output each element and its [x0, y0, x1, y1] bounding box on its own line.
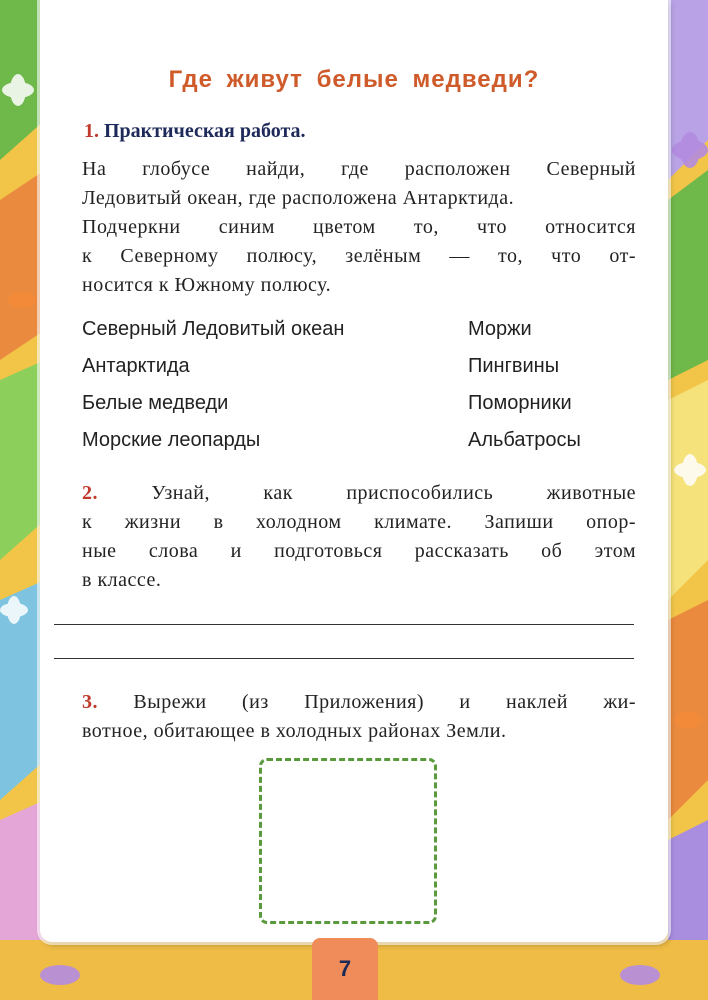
list-item[interactable]: Альбатросы — [468, 429, 581, 451]
section-3-number: 3. — [82, 691, 98, 713]
page-number-tab — [312, 938, 378, 1000]
section-1-paragraph-1-end — [82, 184, 636, 213]
section-1-paragraph-1 — [82, 155, 636, 184]
section-3-paragraph — [82, 688, 636, 717]
section-1-number: 1. — [84, 120, 99, 142]
page-title: Где живут белые медведи? — [168, 66, 540, 93]
list-item[interactable]: Пингвины — [468, 355, 560, 377]
sticker-placeholder-box[interactable] — [259, 758, 437, 924]
text-line: Подчеркни синим цветом то, что относится — [82, 216, 636, 238]
section-2-paragraph-end — [82, 566, 636, 595]
text-line: На глобусе найди, где расположен Северный — [82, 158, 636, 180]
page-number: 7 — [338, 956, 352, 981]
list-item[interactable]: Северный Ледовитый океан — [82, 318, 345, 340]
text-line: ные слова и подготовься рассказать об этом — [82, 540, 636, 562]
answer-line-2[interactable] — [54, 658, 634, 659]
text-line: носится к Южному полюсу. — [82, 274, 332, 296]
list-item[interactable]: Поморники — [468, 392, 572, 414]
list-north-south-left — [82, 311, 344, 459]
text-line: к жизни в холодном климате. Запиши опор- — [82, 511, 636, 533]
text-line: в классе. — [82, 569, 162, 591]
answer-line-1[interactable] — [54, 624, 634, 625]
text-line: 2. Узнай, как приспособились животные — [82, 482, 637, 504]
section-2-paragraph — [82, 479, 636, 566]
list-item[interactable]: Морские леопарды — [82, 429, 261, 451]
list-item[interactable]: Антарктида — [82, 355, 190, 377]
section-1-paragraph-2 — [82, 213, 636, 271]
section-1-paragraph-2-end — [82, 271, 636, 300]
section-1-heading — [84, 120, 306, 143]
text-line: вотное, обитающее в холодных районах Земли. — [82, 720, 507, 742]
section-1-title: Практическая работа. — [104, 120, 306, 142]
text-line: 3. Вырежи (из Приложения) и наклей жи- — [82, 691, 636, 713]
list-north-south-right — [468, 311, 581, 459]
text-line: к Северному полюсу, зелёным — то, что от- — [82, 245, 636, 267]
section-3-paragraph-end — [82, 717, 636, 746]
list-item[interactable]: Моржи — [468, 318, 532, 340]
section-2-number: 2. — [82, 482, 98, 504]
text-line: Ледовитый океан, где расположена Антарктида. — [82, 187, 515, 209]
list-item[interactable]: Белые медведи — [82, 392, 229, 414]
